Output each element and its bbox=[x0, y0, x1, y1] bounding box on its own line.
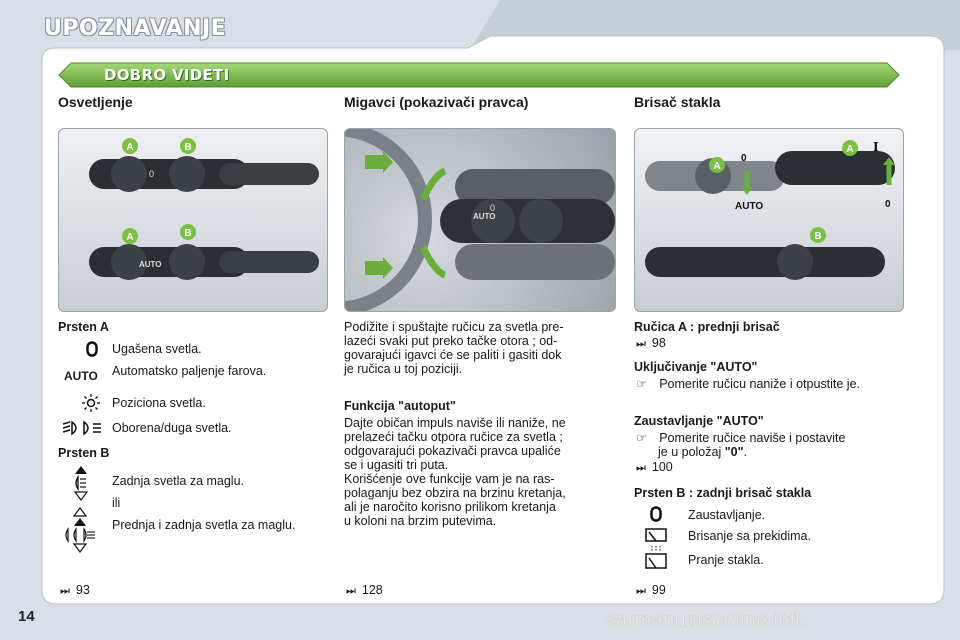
indicators-para2-line3: odgovarajući pokazivači pravca upaliće bbox=[344, 444, 561, 458]
ref-rear-wiper-page: 99 bbox=[651, 583, 666, 597]
screen-wash-icon bbox=[644, 546, 668, 570]
indicators-para1 bbox=[344, 320, 564, 376]
auto-off-text-line1: Pomerite ručice naviše i postavite bbox=[659, 431, 846, 445]
indicator-stalk-auto: AUTO bbox=[473, 212, 496, 221]
motorway-title: Funkcija "autoput" bbox=[344, 399, 456, 413]
auto-off-text-bold: "0" bbox=[724, 445, 744, 459]
auto-off-text-post: . bbox=[743, 445, 748, 459]
wiper-pos-zero-left: 0 bbox=[741, 153, 747, 164]
ref-lighting[interactable] bbox=[60, 583, 90, 598]
page-ref-icon: ⏭ bbox=[636, 338, 646, 350]
stalk-upper-zero: 0 bbox=[149, 169, 155, 179]
auto-on-text: Pomerite ručicu naniže i otpustite je. bbox=[659, 377, 861, 391]
wipers-title: Brisač stakla bbox=[634, 94, 721, 110]
rear-wiper-item-wash: Pranje stakla. bbox=[688, 553, 764, 567]
left-turn-arrow-icon bbox=[365, 261, 383, 275]
rear-fog-icon bbox=[72, 465, 90, 501]
lighting-stalk-image bbox=[58, 128, 328, 312]
indicators-para2-line4: se i ugasiti tri puta. bbox=[344, 458, 449, 472]
indicators-para1-line2: lazeći svaki put preko tačke otora ; od- bbox=[344, 334, 558, 348]
badge-a-wiper-upper-label: A bbox=[846, 144, 854, 155]
wiper-pos-zero-right: 0 bbox=[885, 199, 891, 210]
indicators-para3 bbox=[344, 472, 566, 528]
ring-b-title: Prsten B bbox=[58, 446, 110, 460]
ring-a-item-position: Poziciona svetla. bbox=[112, 396, 206, 410]
ref-front-wiper-page: 98 bbox=[651, 336, 666, 350]
ref-auto-wiper[interactable] bbox=[636, 460, 673, 475]
auto-off-title: Zaustavljanje "AUTO" bbox=[634, 414, 764, 428]
ring-a-title: Prsten A bbox=[58, 320, 109, 334]
section-title: DOBRO VIDETI bbox=[104, 66, 230, 84]
ref-front-wiper[interactable] bbox=[636, 336, 666, 351]
badge-a-lower-label: A bbox=[126, 232, 134, 243]
page-ref-icon: ⏭ bbox=[636, 462, 646, 474]
pointing-hand-icon: ☞ bbox=[636, 431, 648, 445]
wiper-stalk-upper bbox=[645, 151, 895, 194]
ref-lighting-page: 93 bbox=[75, 583, 90, 597]
auto-off-bullet bbox=[636, 431, 845, 445]
indicators-para2-line2: prelazeći tačku otpora ručice za svetla ; bbox=[344, 430, 563, 444]
indicators-title: Migavci (pokazivači pravca) bbox=[344, 94, 529, 110]
indicator-stalk-image bbox=[344, 128, 616, 312]
indicators-para2-line1: Dajte običan impuls naviše ili naniže, ne bbox=[344, 416, 566, 430]
indicators-para2 bbox=[344, 416, 566, 472]
front-rear-fog-icon bbox=[64, 507, 96, 553]
badge-b-wiper-label: B bbox=[814, 231, 822, 242]
stalk-lower-auto: AUTO bbox=[139, 260, 162, 269]
wiper-off-icon bbox=[650, 506, 662, 522]
auto-off-text-line2 bbox=[658, 445, 747, 459]
up-motion-arrow-icon bbox=[423, 171, 445, 199]
auto-on-title: Uključivanje "AUTO" bbox=[634, 360, 758, 374]
lever-a-title: Ručica A : prednji brisač bbox=[634, 320, 780, 334]
indicators-para3-line2: polaganju bez obzira na brzinu kretanja, bbox=[344, 486, 566, 500]
ring-b-item-front-rear-fog: Prednja i zadnja svetla za maglu. bbox=[112, 518, 296, 532]
wiper-pos-one: I bbox=[873, 140, 879, 154]
wiper-pos-auto: AUTO bbox=[735, 201, 764, 212]
auto-on-bullet bbox=[636, 377, 860, 391]
watermark: carmanualsonline.info bbox=[606, 610, 807, 632]
dipped-main-beam-icon bbox=[62, 420, 102, 436]
down-motion-arrow-icon bbox=[423, 247, 445, 275]
ref-indicators-page: 128 bbox=[361, 583, 383, 597]
ring-a-item-off: Ugašena svetla. bbox=[112, 342, 202, 356]
ring-b-item-or: ili bbox=[112, 496, 121, 510]
indicator-stalk-zero: 0 bbox=[490, 203, 496, 213]
indicators-para1-line3: govarajući igavci će se paliti i gasiti dok bbox=[344, 348, 562, 362]
page-header-title: UPOZNAVANJE bbox=[44, 16, 227, 41]
ref-auto-wiper-page: 100 bbox=[651, 460, 673, 474]
rear-wiper-item-off: Zaustavljanje. bbox=[688, 508, 766, 522]
wiper-stalk-lower bbox=[645, 244, 885, 280]
page-ref-icon: ⏭ bbox=[346, 585, 356, 597]
left-turn-arrow-head-icon bbox=[383, 257, 393, 279]
ring-b-item-rear-fog: Zadnja svetla za maglu. bbox=[112, 474, 245, 488]
indicators-para1-line1: Podižite i spuštajte ručicu za svetla pre- bbox=[344, 320, 564, 334]
page-number: 14 bbox=[18, 608, 35, 625]
badge-a-upper-label: A bbox=[126, 142, 134, 153]
right-turn-arrow-icon bbox=[365, 155, 383, 169]
lighting-title: Osvetljenje bbox=[58, 94, 133, 110]
badge-a-wiper-lower-label: A bbox=[713, 161, 721, 172]
page-ref-icon: ⏭ bbox=[60, 585, 70, 597]
indicators-para3-line4: u koloni na brzim putevima. bbox=[344, 514, 497, 528]
rear-wiper-title: Prsten B : zadnji brisač stakla bbox=[634, 486, 812, 500]
pointing-hand-icon: ☞ bbox=[636, 377, 648, 391]
position-lights-icon bbox=[82, 394, 100, 412]
indicators-para3-line1: Korišćenje ove funkcije vam je na ras- bbox=[344, 472, 555, 486]
badge-b-lower-label: B bbox=[184, 228, 192, 239]
indicator-stalk-lower bbox=[455, 244, 615, 280]
auto-lights-icon: AUTO bbox=[64, 369, 98, 383]
indicators-para3-line3: ali je naročito korisno prilikom kretanja bbox=[344, 500, 556, 514]
ref-indicators[interactable] bbox=[346, 583, 383, 598]
auto-off-text-pre: je u položaj bbox=[658, 445, 725, 459]
page-ref-icon: ⏭ bbox=[636, 585, 646, 597]
lighting-stalk-upper bbox=[89, 156, 319, 192]
badge-b-upper-label: B bbox=[184, 142, 192, 153]
indicators-para1-line4: je ručica u toj poziciji. bbox=[344, 362, 463, 376]
wiper-stalk-image bbox=[634, 128, 904, 312]
ring-a-item-beam: Oborena/duga svetla. bbox=[112, 421, 232, 435]
intermittent-wipe-icon bbox=[644, 527, 668, 545]
rear-wiper-item-intermittent: Brisanje sa prekidima. bbox=[688, 529, 811, 543]
indicator-stalk-middle bbox=[440, 199, 615, 243]
ring-a-item-auto: Automatsko paljenje farova. bbox=[112, 364, 267, 378]
ref-rear-wiper[interactable] bbox=[636, 583, 666, 598]
lighting-stalk-lower bbox=[89, 244, 319, 280]
lights-off-icon bbox=[86, 341, 98, 357]
